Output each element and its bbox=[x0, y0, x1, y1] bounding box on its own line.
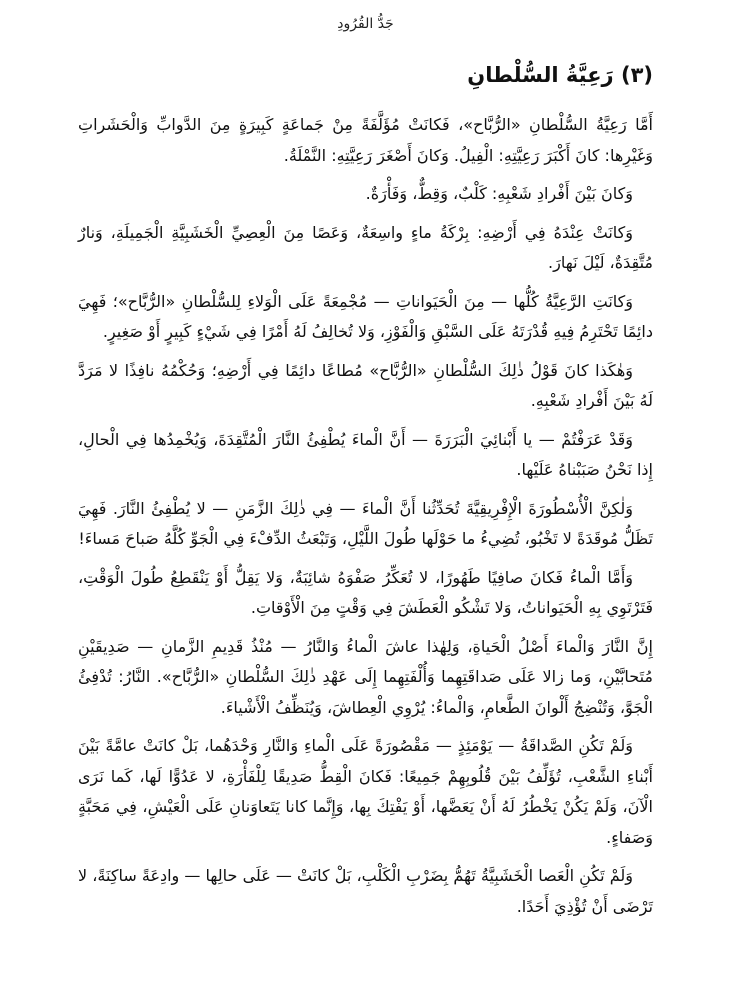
chapter-title: (٣) رَعِيَّةُ السُّلْطانِ bbox=[467, 63, 653, 87]
paragraph: وَلَمْ تَكُنِ الْعَصا الْخَشَبِيَّةُ تَهُمُّ بِضَرْبِ الْكَلْبِ، بَلْ كانَتْ — عَلَى حالِها — وادِعَةً ساكِنَةً، لا تَرْضَى أَنْ تُؤْذِيَ أَحَدًا. bbox=[78, 866, 653, 916]
paragraph: وَلٰكِنَّ الْأُسْطُورَةَ الْإِفْرِيقِيَّةَ تُحَدِّثُنا أَنَّ الْماءَ — فِي ذٰلِكَ الزَّمَنِ — لا يُطْفِئُ النَّارَ. فَهِيَ تَظَلُّ مُوقَدَةً لا تَخْبُو، تُضِيءُ ما حَوْلَها طُولَ اللَّيْلِ، وَتَبْعَثُ الدِّفْءَ فِي الْجَوِّ كُلَّهُ صَباحَ مَساءَ! bbox=[78, 498, 653, 548]
body-text bbox=[78, 110, 653, 922]
paragraph: وَلَمْ تَكُنِ الصَّداقَةُ — يَوْمَئِذٍ — مَقْصُورَةً عَلَى الْماءِ وَالنَّارِ وَحْدَهُما، بَلْ كانَتْ عامَّةً بَيْنَ أَبْناءِ الشَّعْبِ، تُؤَلِّفُ بَيْنَ قُلُوبِهِمْ جَمِيعًا: فَكانَ الْقِطُّ صَدِيقًا لِلْفَأْرَةِ، لا عَدُوًّا لَها، كَما نَرَى الْآنَ، وَلَمْ يَكُنْ يَخْطُرُ لَهُ أَنْ يَعَضَّها، أَوْ يَفْتِكَ بِها، وَإِنَّما كانا يَتَعاوَنانِ عَلَى الْعَيْشِ، فِي مَحَبَّةٍ وَصَفاءٍ. bbox=[78, 736, 653, 847]
paragraph: وَكانَ بَيْنَ أَفْرادِ شَعْبِهِ: كَلْبٌ، وَقِطٌّ، وَفَأْرَةٌ. bbox=[365, 184, 633, 203]
paragraph: وَقَدْ عَرَفْتُمْ — يا أَبْنائِيَ الْبَرَرَةَ — أَنَّ الْماءَ يُطْفِئُ النَّارَ الْمُتَّقِدَةَ، وَيُخْمِدُها فِي الْحالِ، إِذا نَحْنُ صَبَبْناهُ عَلَيْها. bbox=[78, 429, 653, 479]
paragraph: وَأَمَّا الْماءُ فَكانَ صافِيًا طَهُورًا، لا تُعَكِّرُ صَفْوَهُ شائِبَةٌ، وَلا يَقِلُّ أَوْ يَنْقَطِعُ طُولَ الْوَقْتِ، فَتَرْتَوِي بِهِ الْحَيَواناتُ، وَلا تَشْكُو الْعَطَشَ فِي وَقْتٍ مِنَ الْأَوْقاتِ. bbox=[78, 567, 653, 617]
paragraph: وَهٰكَذا كانَ قَوْلُ ذٰلِكَ السُّلْطانِ «الرُّبَّاح» مُطاعًا دائِمًا فِي أَرْضِهِ؛ وَحُكْمُهُ نافِذًا لا مَرَدَّ لَهُ بَيْنَ أَفْرادِ شَعْبِهِ. bbox=[78, 360, 653, 410]
paragraph: وَكانَتْ عِنْدَهُ فِي أَرْضِهِ: بِرْكَةُ ماءٍ واسِعَةٌ، وَعَصًا مِنَ الْعِصِيِّ الْخَشَبِيَّةِ الْجَمِيلَةِ، وَنارٌ مُتَّقِدَةٌ، لَيْلَ نَهارَ. bbox=[78, 222, 653, 272]
running-header: جَدُّ القُرُودِ bbox=[337, 16, 394, 32]
paragraph: إِنَّ النَّارَ وَالْماءَ أَصْلُ الْحَياةِ، وَلِهٰذا عاشَ الْماءُ وَالنَّارُ — مُنْذُ قَدِيمِ الزَّمانِ — صَدِيقَيْنِ مُتَحابَّيْنِ، وَما زالا عَلَى صَداقَتِهِما وَأُلْفَتِهِما إِلَى عَهْدِ ذٰلِكَ السُّلْطانِ «الرُّبَّاح». النَّارُ: تُدْفِئُ الْجَوَّ، وَتُنْضِجُ أَلْوانَ الطَّعامِ، وَالْماءُ: يُرْوِي الْعِطاشَ، وَيُنَظِّفُ الْأَشْياءَ. bbox=[78, 636, 653, 717]
paragraph: أَمَّا رَعِيَّةُ السُّلْطانِ «الرُّبَّاح»، فَكانَتْ مُؤَلَّفَةً مِنْ جَماعَةٍ كَبِيرَةٍ مِنَ الدَّوابِّ وَالْحَشَراتِ وَغَيْرِها: كانَ أَكْبَرَ رَعِيَّتِهِ: الْفِيلُ. وَكانَ أَصْغَرَ رَعِيَّتِهِ: النَّمْلَةُ. bbox=[78, 115, 653, 165]
paragraph: وَكانَتِ الرَّعِيَّةُ كُلُّها — مِنَ الْحَيَواناتِ — مُجْمِعَةً عَلَى الْوَلاءِ لِلسُّلْطانِ «الرُّبَّاح»؛ فَهِيَ دائِمًا تَحْتَرِمُ فِيهِ قُدْرَتَهُ عَلَى السَّبْقِ وَالْفَوْزِ، وَلا تُخالِفُ لَهُ أَمْرًا فِي شَيْءٍ كَبِيرٍ أَوْ صَغِيرٍ. bbox=[78, 291, 653, 341]
